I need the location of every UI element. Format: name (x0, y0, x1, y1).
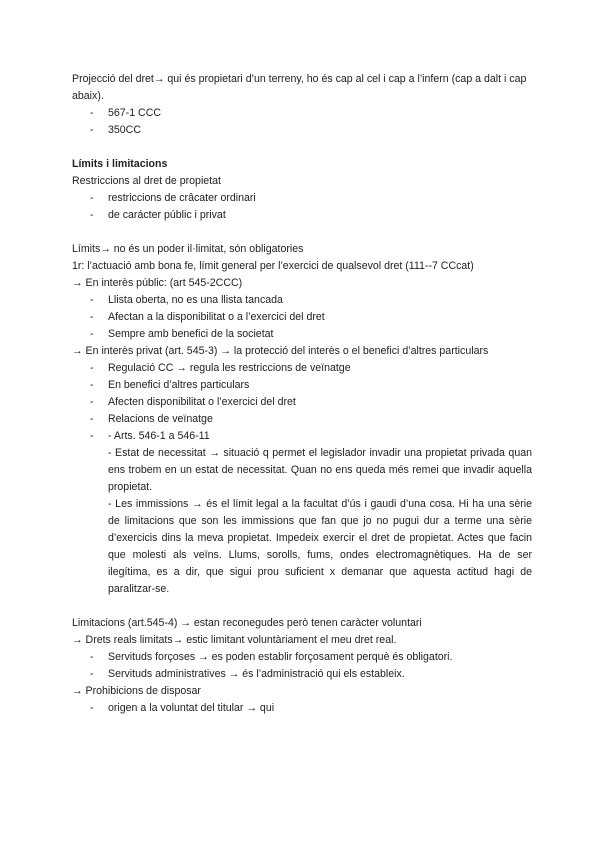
list-item: - Afecten disponibilitat o l’exercici del dret (72, 394, 532, 411)
spacer (72, 139, 532, 156)
limits-line: Límits→ no és un poder il·limitat, són obligatories (72, 243, 304, 255)
list-item: - En benefici d’altres particulars (72, 377, 532, 394)
veinatge-arts: - - Arts. 546-1 a 546-11 (108, 430, 210, 442)
spacer (72, 598, 532, 615)
public-interest-heading: → En interès públic: (art 545-2CCC) (72, 277, 243, 289)
list-item: - 567-1 CCC (72, 105, 532, 122)
list-item: - Servituds forçoses → es poden establir forçosament perquè és obligatori. (72, 649, 532, 666)
intro-paragraph: Projecció del dret→ qui és propietari d’un terreny, ho és cap al cel i cap a l’infern (cap a dalt i cap abaix). (72, 73, 527, 102)
intro-list (72, 105, 532, 139)
spacer (72, 224, 532, 241)
list-item: - 350CC (72, 122, 532, 139)
section-subtitle: Restriccions al dret de propietat (72, 175, 221, 187)
public-interest-list (72, 292, 532, 343)
private-interest-list (72, 360, 532, 598)
veinatge-necessitat: - Estat de necessitat → situació q permet el legislador invadir una propietat privada quan ens trobem en un estat de necessitat. Quan no ens queda més remei que invadir aquella propietat. (108, 447, 532, 493)
list-item: - origen a la voluntat del titular → qui (72, 700, 532, 717)
prohibicions-list (72, 700, 532, 717)
drets-reals-heading: → Drets reals limitats→ estic limitant voluntàriament el meu dret real. (72, 634, 397, 646)
limitacions-line: Limitacions (art.545-4) → estan reconegudes però tenen caràcter voluntari (72, 617, 422, 629)
restrictions-list (72, 190, 532, 224)
list-item: - restriccions de crâcater ordinari (72, 190, 532, 207)
prohibicions-heading: → Prohibicions de disposar (72, 685, 201, 697)
section-title: Límits i limitacions (72, 158, 168, 170)
list-item: - de carácter públic i privat (72, 207, 532, 224)
document-page (72, 71, 532, 717)
veinatge-immissions: - Les immissions → és el límit legal a la facultat d’ús i gaudi d’una cosa. Hi ha una sèrie de limitacions que son les immissions que fan que jo no pugui dur a terme una sèrie d’exercicis dins la meva propietat. Impedeix exercir el dret de propietat. Actes que facin que molesti als veïns. Llums, sorolls, fums, ondes electromagnètiques. Ha de ser ilegítima, es a dir, que sigui prou suficient x demanar que aquesta actitud hagi de paralitzar-se. (108, 498, 532, 595)
drets-reals-list (72, 649, 532, 683)
private-interest-heading: → En interès privat (art. 545-3) → la protecció del interès o el benefici d’altres particulars (72, 345, 489, 357)
good-faith-line: 1r: l’actuació amb bona fe, límit general per l’exercici de qualsevol dret (111--7 CCcat) (72, 260, 474, 272)
list-item: - Sempre amb benefici de la societat (72, 326, 532, 343)
veinatge-details (72, 428, 532, 598)
list-item: - Regulació CC → regula les restriccions de veïnatge (72, 360, 532, 377)
list-item: - Relacions de veïnatge (72, 411, 532, 428)
list-item: - Llista oberta, no es una llista tancada (72, 292, 532, 309)
list-item: - Servituds administratives → és l’administració qui els estableix. (72, 666, 532, 683)
list-item: - Afectan a la disponibilitat o a l’exercici del dret (72, 309, 532, 326)
